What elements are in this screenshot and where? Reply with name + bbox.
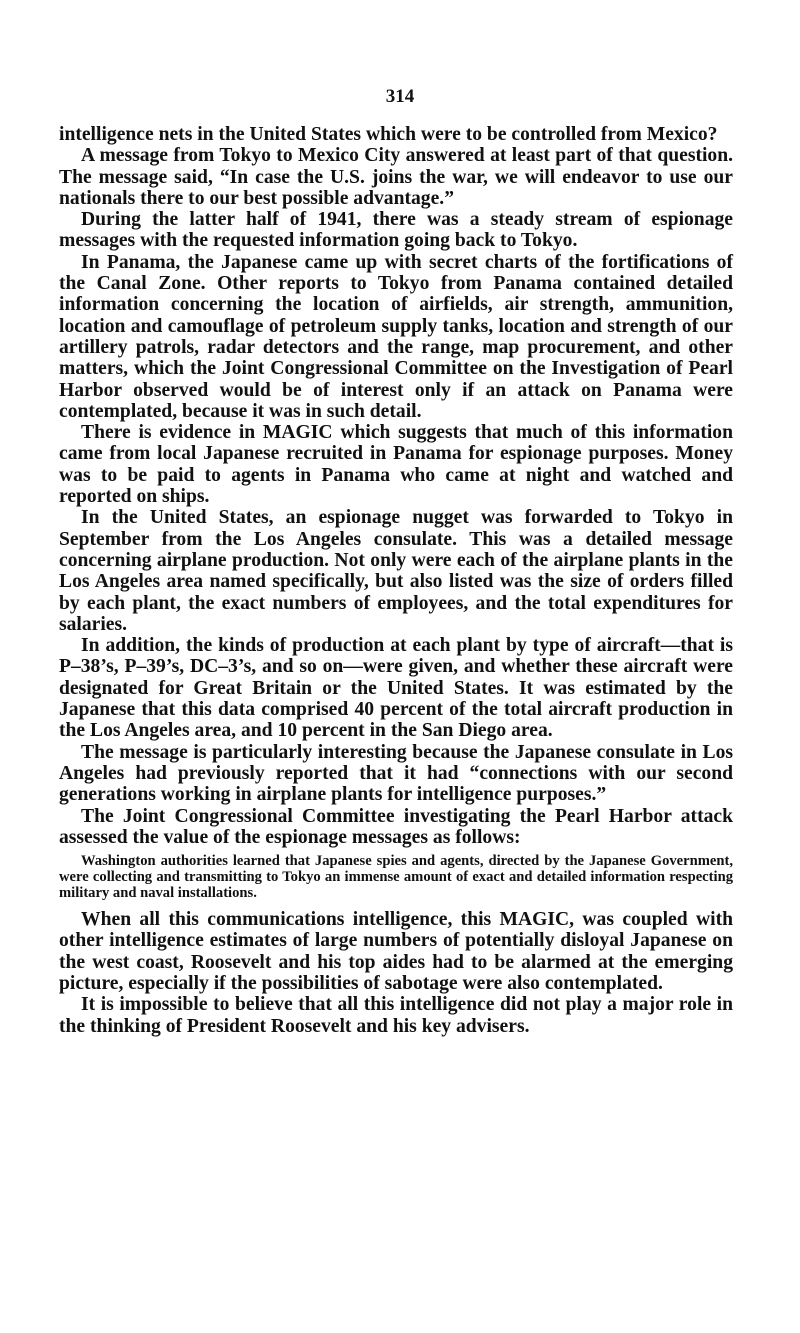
paragraph: There is evidence in MAGIC which suggests that much of this information came from local Japanese recruited in Panama for espionage purposes. Money was to be paid to agents in Panama who came at night and watched and reported on ships. bbox=[59, 422, 733, 508]
paragraph: A message from Tokyo to Mexico City answered at least part of that question. The message said, “In case the U.S. joins the war, we will endeavor to use our nationals there to our best possible advantage.” bbox=[59, 145, 733, 209]
paragraph: When all this communications intelligence, this MAGIC, was coupled with other intelligence estimates of large numbers of potentially disloyal Japanese on the west coast, Roosevelt and his top aides had to be alarmed at the emerging picture, especially if the possibilities of sabotage were also contemplated. bbox=[59, 909, 733, 994]
paragraph: The Joint Congressional Committee investigating the Pearl Harbor attack assessed the value of the espionage messages as follows: bbox=[59, 805, 733, 848]
paragraph: It is impossible to believe that all this intelligence did not play a major role in the thinking of President Roosevelt and his key advisers. bbox=[59, 994, 733, 1037]
paragraph: In the United States, an espionage nugget was forwarded to Tokyo in September from the Los Angeles consulate. This was a detailed message concerning airplane production. Not only were each of the airplane plants in the Los Angeles area named specifically, but also listed was the size of orders filled by each plant, the exact numbers of employees, and the total expenditures for salaries. bbox=[59, 507, 733, 635]
page-number: 314 bbox=[385, 86, 415, 107]
paragraph: intelligence nets in the United States which were to be controlled from Mexico? bbox=[59, 124, 718, 145]
paragraph: In Panama, the Japanese came up with secret charts of the fortifications of the Canal Zone. Other reports to Tokyo from Panama contained detailed information concerning the location of airfields, air strength, ammunition, location and camouflage of petroleum supply tanks, location and strength of our artillery patrols, radar detectors and the range, map procurement, and other matters, which the Joint Congressional Committee on the Investigation of Pearl Harbor observed would be of interest only if an attack on Panama were contemplated, because it was in such detail. bbox=[59, 251, 733, 422]
paragraph: The message is particularly interesting because the Japanese consulate in Los Angeles had previously reported that it had “connections with our second generations working in airplane plants for intelligence purposes.” bbox=[59, 741, 733, 806]
paragraph: In addition, the kinds of production at each plant by type of aircraft—that is P–38’s, P–39’s, DC–3’s, and so on—were given, and whether these aircraft were designated for Great Britain or the United States. It was estimated by the Japanese that this data comprised 40 percent of the total aircraft production in the Los Angeles area, and 10 percent in the San Diego area. bbox=[59, 635, 733, 742]
paragraph: During the latter half of 1941, there was a steady stream of espionage messages with the requested information going back to Tokyo. bbox=[59, 209, 733, 252]
document-body bbox=[59, 124, 733, 1037]
block-quote: Washington authorities learned that Japanese spies and agents, directed by the Japanese Government, were collecting and transmitting to Tokyo an immense amount of exact and detailed information respecting military and naval installations. bbox=[59, 853, 733, 902]
